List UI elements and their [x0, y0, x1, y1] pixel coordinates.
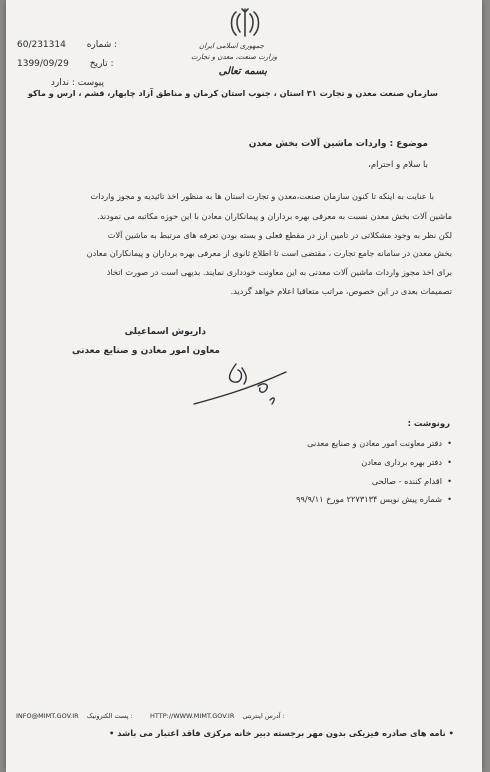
footer-website-row	[150, 712, 285, 720]
signature-icon	[186, 360, 296, 410]
copy-item: • دفتر معاونت امور معادن و صنایع معدنی	[307, 438, 442, 448]
letter-date	[17, 59, 114, 69]
footer-notice: • نامه های صادره فیزیکی بدون مهر برجسته دبیر خانه مرکزی فاقد اعتبار می باشد •	[109, 728, 454, 738]
date-label: تاریخ :	[89, 59, 114, 69]
body-line: تصمیمات بعدی در این خصوص، مراتب متعاقبا اعلام خواهد گردید.	[230, 286, 452, 296]
greeting: با سلام و احترام،	[368, 160, 428, 170]
body-line: با عنایت به اینکه تا کنون سازمان صنعت،معدن و تجارت استان ها به منظور اخذ تائیدیه و مجوز واردات	[90, 191, 434, 201]
iran-emblem-icon	[227, 6, 263, 40]
letter-page	[6, 0, 482, 772]
letter-number	[17, 40, 117, 50]
subject-text: واردات ماشین آلات بخش معدن	[248, 139, 387, 149]
recipients-line: سازمان صنعت معدن و تجارت ۳۱ استان ، جنوب استان کرمان و مناطق آزاد چابهار، قشم ، ارس و ماکو	[27, 88, 438, 98]
body-line: بخش معدن در سامانه جامع تجارت ، مقتضی است تا اطلاع ثانوی از معرفی بهره برداران و پیمانکاران معادن	[86, 248, 452, 258]
copy-item: • دفتر بهره برداری معادن	[361, 457, 442, 467]
attachment-value: ندارد	[50, 78, 69, 88]
body-line: برای اخذ مجوز واردات ماشین آلات معدنی به این معاونت خودداری نمایند. بدیهی است در صورت اتخاذ	[106, 267, 452, 277]
ministry-line: وزارت صنعت، معدن و تجارت	[190, 53, 277, 61]
letter-attachment	[51, 78, 104, 88]
copies-label: رونوشت :	[407, 419, 450, 429]
website: HTTP://WWW.MIMT.GOV.IR	[150, 712, 235, 720]
website-label: آدرس اینترنتی :	[242, 712, 285, 720]
copy-item: • اقدام کننده - صالحی	[372, 476, 442, 486]
subject-line	[249, 139, 428, 149]
body-line: ماشین آلات بخش معدن نسبت به معرفی بهره برداران و پیمانکاران معادن با این حوزه مکاتبه می نمودند.	[96, 211, 452, 221]
copy-item: • شماره پیش نویس ۲۲۷۳۱۳۴ مورخ ۹۹/۹/۱۱	[296, 494, 442, 504]
email: INFO@MIMT.GOV.IR	[16, 712, 79, 720]
body-line: لکن نظر به وجود مشکلاتی در تامین ارز در مقطع فعلی و بسته بودن تعرفه های مرتبط به ماشین آلات	[107, 230, 452, 240]
bismillah: بسمه تعالی	[218, 66, 267, 77]
signatory-title: معاون امور معادن و صنایع معدنی	[72, 346, 220, 356]
signatory-name: داریوش اسماعیلی	[124, 327, 206, 337]
subject-label: موضوع :	[389, 139, 428, 149]
attachment-label: پیوست :	[71, 78, 104, 88]
republic-line: جمهوری اسلامی ایران	[199, 42, 264, 50]
number-value: 60/231314	[17, 40, 66, 50]
date-value: 1399/09/29	[17, 59, 69, 69]
footer-email-row	[16, 712, 133, 720]
email-label: پست الکترونیک :	[86, 712, 133, 720]
number-label: شماره :	[86, 40, 118, 50]
